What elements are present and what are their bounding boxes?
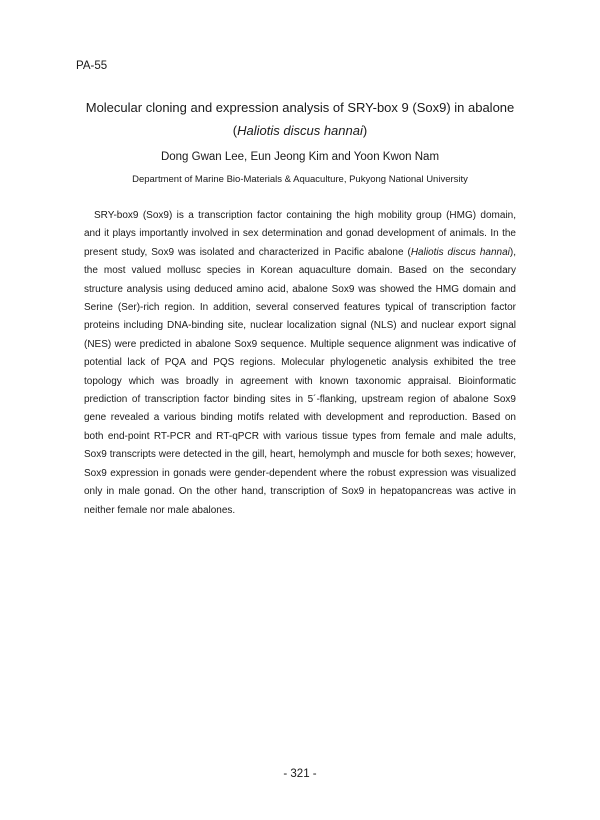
paper-title [70,96,530,142]
abstract [84,207,516,520]
affiliation: Department of Marine Bio-Materials & Aquaculture, Pukyong National University [132,174,468,185]
abstract-text: SRY-box9 (Sox9) is a transcription factor containing the high mobility group (HMG) domain, and it plays importantly involved in sex determination and gonad development of animals. In the present study, Sox9 was isolated and characterized in Pacific abalone ( [84,210,516,258]
abstract-text-continued: ), the most valued mollusc species in Korean aquaculture domain. Based on the secondary structure analysis using deduced amino acid, abalone Sox9 was showed the HMG domain and Serine (Ser)-rich region. In addition, several conserved features typical of transcription factor proteins including DNA-binding site, nuclear localization signal (NLS) and nuclear export signal (NES) were predicted in abalone Sox9 sequence. Multiple sequence alignment was indicative of potential lack of PQA and PQS regions. Molecular phylogenetic analysis exhibited the tree topology which was broadly in agreement with known taxonomic appraisal. Bioinformatic prediction of transcription factor binding sites in 5´-flanking, upstream region of abalone Sox9 gene revealed a various binding motifs related with development and reproduction. Based on both end-point RT-PCR and RT-qPCR with various tissue types from female and male adults, Sox9 transcripts were detected in the gill, heart, hemolymph and muscle for both sexes; however, Sox9 expression in gonads were gender-dependent where the robust expression was visualized only in male gonad. On the other hand, transcription of Sox9 in hepatopancreas was active in neither female nor male abalones. [84,246,517,516]
abstract-species: Haliotis discus hannai [410,246,510,258]
title-text: Molecular cloning and expression analysis of SRY-box 9 (Sox9) in abalone ( [85,100,515,138]
page-number: - 321 - [283,768,317,780]
authors: Dong Gwan Lee, Eun Jeong Kim and Yoon Kwon Nam [160,151,440,163]
paper-code: PA-55 [76,60,108,72]
title-species: Haliotis discus hannai [237,123,363,138]
title-text-end: ) [362,123,368,138]
